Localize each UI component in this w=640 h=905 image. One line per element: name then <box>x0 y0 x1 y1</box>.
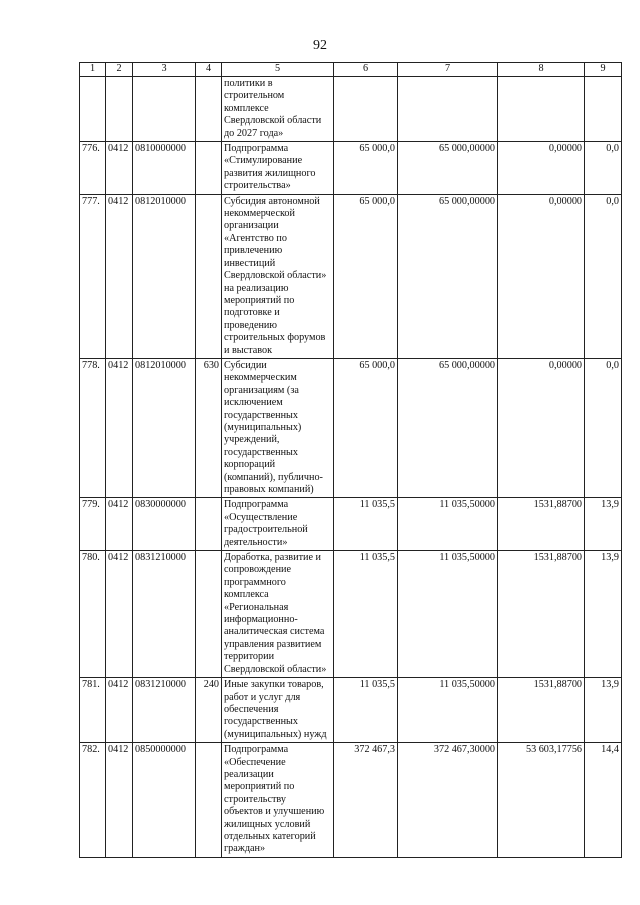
section-code: 0412 <box>106 194 133 358</box>
percent-executed: 13,9 <box>585 551 622 678</box>
target-code: 0810000000 <box>133 142 196 195</box>
expense-type <box>196 498 222 551</box>
approved-amount <box>398 77 498 142</box>
percent-executed: 13,9 <box>585 498 622 551</box>
target-code: 0812010000 <box>133 358 196 497</box>
section-code: 0412 <box>106 678 133 743</box>
item-name: Подпрограмма «Стимулирование развития жилищного строительства» <box>222 142 334 195</box>
expense-type <box>196 77 222 142</box>
item-name: политики в строительном комплексе Свердловской области до 2027 года» <box>222 77 334 142</box>
section-code <box>106 77 133 142</box>
table-row <box>80 77 622 142</box>
header-row <box>80 63 622 77</box>
executed-amount: 1531,88700 <box>498 498 585 551</box>
item-name: Иные закупки товаров, работ и услуг для обеспечения государственных (муниципальных) нужд <box>222 678 334 743</box>
section-code: 0412 <box>106 743 133 858</box>
column-header-4: 4 <box>196 63 222 77</box>
row-number: 780. <box>80 551 106 678</box>
table-row <box>80 358 622 497</box>
row-number: 782. <box>80 743 106 858</box>
column-header-9: 9 <box>585 63 622 77</box>
amount: 65 000,0 <box>334 358 398 497</box>
amount: 65 000,0 <box>334 194 398 358</box>
approved-amount: 11 035,50000 <box>398 498 498 551</box>
table-row <box>80 678 622 743</box>
table-body <box>80 77 622 858</box>
column-header-6: 6 <box>334 63 398 77</box>
amount: 65 000,0 <box>334 142 398 195</box>
target-code: 0830000000 <box>133 498 196 551</box>
expense-type: 630 <box>196 358 222 497</box>
column-header-7: 7 <box>398 63 498 77</box>
column-header-8: 8 <box>498 63 585 77</box>
executed-amount: 0,00000 <box>498 194 585 358</box>
table-row <box>80 551 622 678</box>
executed-amount: 0,00000 <box>498 358 585 497</box>
percent-executed: 0,0 <box>585 142 622 195</box>
section-code: 0412 <box>106 142 133 195</box>
item-name: Доработка, развитие и сопровождение программного комплекса «Региональная информационно- аналитическая система управления развитием территории Свердловской области» <box>222 551 334 678</box>
column-header-3: 3 <box>133 63 196 77</box>
executed-amount: 53 603,17756 <box>498 743 585 858</box>
target-code: 0812010000 <box>133 194 196 358</box>
item-name: Субсидия автономной некоммерческой организации «Агентство по привлечению инвестиций Свердловской области» на реализацию мероприятий по подготовке и проведению строительных форумов и выставок <box>222 194 334 358</box>
approved-amount: 11 035,50000 <box>398 678 498 743</box>
percent-executed: 0,0 <box>585 358 622 497</box>
row-number: 779. <box>80 498 106 551</box>
row-number <box>80 77 106 142</box>
percent-executed: 0,0 <box>585 194 622 358</box>
item-name: Субсидии некоммерческим организациям (за исключением государственных (муниципальных) учреждений, государственных корпораций (компаний), публично- правовых компаний) <box>222 358 334 497</box>
section-code: 0412 <box>106 358 133 497</box>
column-header-2: 2 <box>106 63 133 77</box>
section-code: 0412 <box>106 498 133 551</box>
amount: 11 035,5 <box>334 678 398 743</box>
table-row <box>80 498 622 551</box>
column-header-1: 1 <box>80 63 106 77</box>
executed-amount: 0,00000 <box>498 142 585 195</box>
approved-amount: 372 467,30000 <box>398 743 498 858</box>
approved-amount: 65 000,00000 <box>398 194 498 358</box>
row-number: 778. <box>80 358 106 497</box>
amount: 11 035,5 <box>334 498 398 551</box>
target-code: 0831210000 <box>133 678 196 743</box>
item-name: Подпрограмма «Обеспечение реализации мероприятий по строительству объектов и улучшению жилищных условий отдельных категорий граждан» <box>222 743 334 858</box>
expense-type <box>196 743 222 858</box>
budget-table <box>79 62 622 858</box>
item-name: Подпрограмма «Осуществление градостроительной деятельности» <box>222 498 334 551</box>
amount: 372 467,3 <box>334 743 398 858</box>
amount <box>334 77 398 142</box>
percent-executed: 13,9 <box>585 678 622 743</box>
table-row <box>80 743 622 858</box>
target-code <box>133 77 196 142</box>
executed-amount: 1531,88700 <box>498 678 585 743</box>
row-number: 777. <box>80 194 106 358</box>
page-number: 92 <box>313 38 327 53</box>
percent-executed: 14,4 <box>585 743 622 858</box>
executed-amount <box>498 77 585 142</box>
section-code: 0412 <box>106 551 133 678</box>
percent-executed <box>585 77 622 142</box>
amount: 11 035,5 <box>334 551 398 678</box>
expense-type <box>196 551 222 678</box>
approved-amount: 65 000,00000 <box>398 358 498 497</box>
table-row <box>80 194 622 358</box>
expense-type <box>196 142 222 195</box>
row-number: 776. <box>80 142 106 195</box>
approved-amount: 65 000,00000 <box>398 142 498 195</box>
executed-amount: 1531,88700 <box>498 551 585 678</box>
target-code: 0831210000 <box>133 551 196 678</box>
column-header-5: 5 <box>222 63 334 77</box>
expense-type <box>196 194 222 358</box>
expense-type: 240 <box>196 678 222 743</box>
row-number: 781. <box>80 678 106 743</box>
table-row <box>80 142 622 195</box>
approved-amount: 11 035,50000 <box>398 551 498 678</box>
target-code: 0850000000 <box>133 743 196 858</box>
